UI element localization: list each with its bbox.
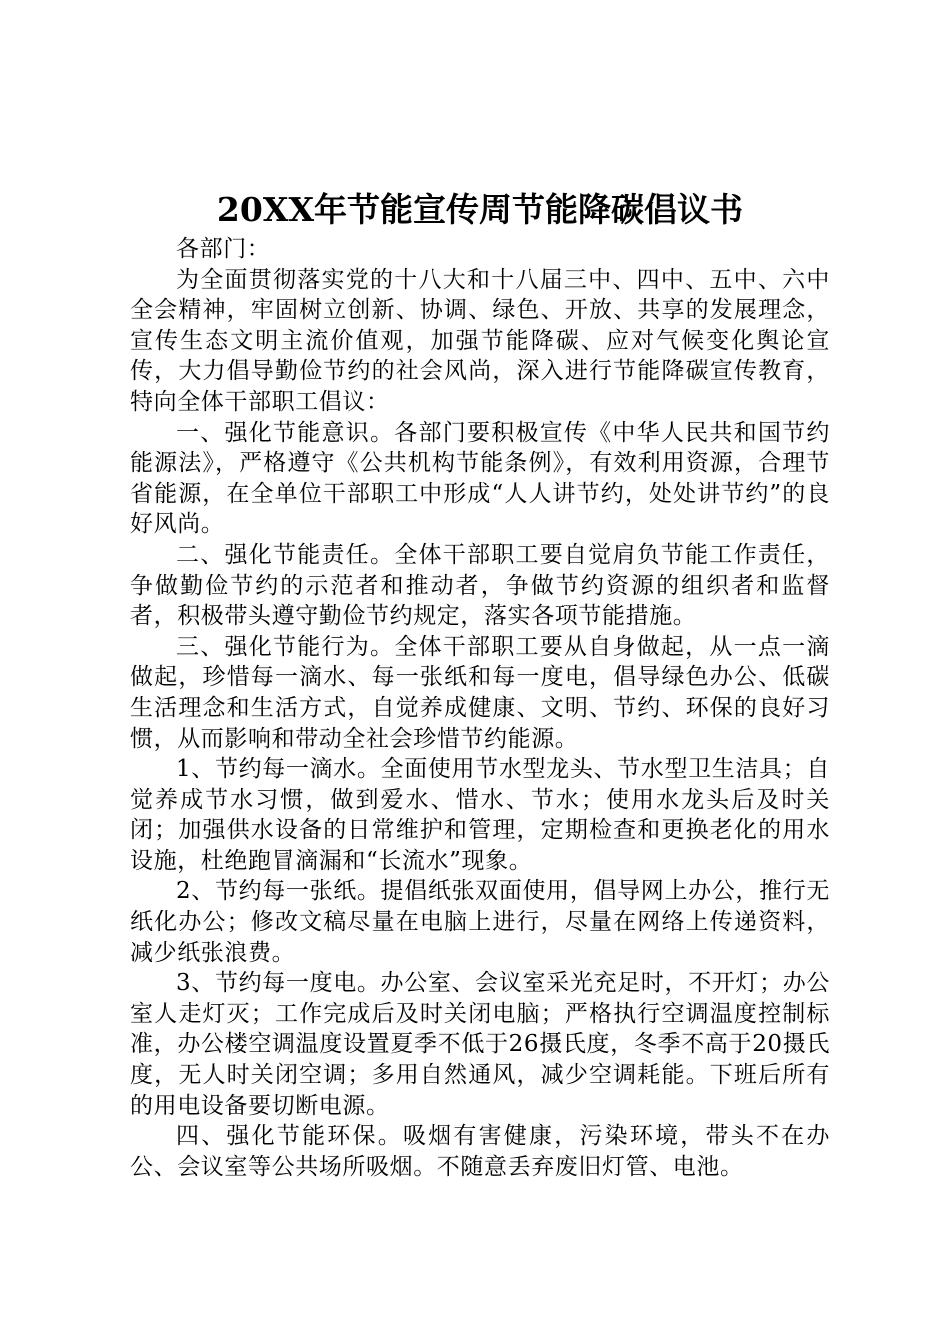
intro-paragraph: 为全面贯彻落实党的十八大和十八届三中、四中、五中、六中全会精神，牢固树立创新、协调、绿色、开放、共享的发展理念，宣传生态文明主流价值观，加强节能降碳、应对气候变化舆论宣传，大力倡导勤俭节约的社会风尚，深入进行节能降碳宣传教育，特向全体干部职工倡议： bbox=[130, 266, 830, 415]
item-electricity-paragraph: 3、节约每一度电。办公室、会议室采光充足时，不开灯；办公室人走灯灭；工作完成后及时关闭电脑；严格执行空调温度控制标准，办公楼空调温度设置夏季不低于26摄氏度，冬季不高于20摄氏度，无人时关闭空调；多用自然通风，减少空调耗能。下班后所有的用电设备要切断电源。 bbox=[130, 970, 830, 1119]
section-three-paragraph: 三、强化节能行为。全体干部职工要从自身做起，从一点一滴做起，珍惜每一滴水、每一张纸和每一度电，倡导绿色办公、低碳生活理念和生活方式，自觉养成健康、文明、节约、环保的良好习惯，从而影响和带动全社会珍惜节约能源。 bbox=[130, 633, 830, 752]
item-water-paragraph: 1、节约每一滴水。全面使用节水型龙头、节水型卫生洁具；自觉养成节水习惯，做到爱水、惜水、节水；使用水龙头后及时关闭；加强供水设备的日常维护和管理，定期检查和更换老化的用水设施，杜绝跑冒滴漏和“长流水”现象。 bbox=[130, 756, 830, 874]
document-page bbox=[130, 0, 830, 1182]
item-paper-paragraph: 2、节约每一张纸。提倡纸张双面使用，倡导网上办公，推行无纸化办公；修改文稿尽量在电脑上进行，尽量在网络上传递资料，减少纸张浪费。 bbox=[130, 878, 830, 966]
salutation: 各部门： bbox=[176, 236, 271, 262]
document-title: 20XX年节能宣传周节能降碳倡议书 bbox=[216, 190, 744, 229]
section-one-paragraph: 一、强化节能意识。各部门要积极宣传《中华人民共和国节约能源法》，严格遵守《公共机构节能条例》，有效利用资源，合理节省能源，在全单位干部职工中形成“人人讲节约，处处讲节约”的良好风尚。 bbox=[130, 419, 830, 538]
section-four-paragraph: 四、强化节能环保。吸烟有害健康，污染环境，带头不在办公、会议室等公共场所吸烟。不随意丢弃废旧灯管、电池。 bbox=[130, 1123, 830, 1180]
section-two-paragraph: 二、强化节能责任。全体干部职工要自觉肩负节能工作责任，争做勤俭节约的示范者和推动者，争做节约资源的组织者和监督者，积极带头遵守勤俭节约规定，落实各项节能措施。 bbox=[130, 541, 830, 630]
document-body bbox=[130, 234, 830, 1182]
